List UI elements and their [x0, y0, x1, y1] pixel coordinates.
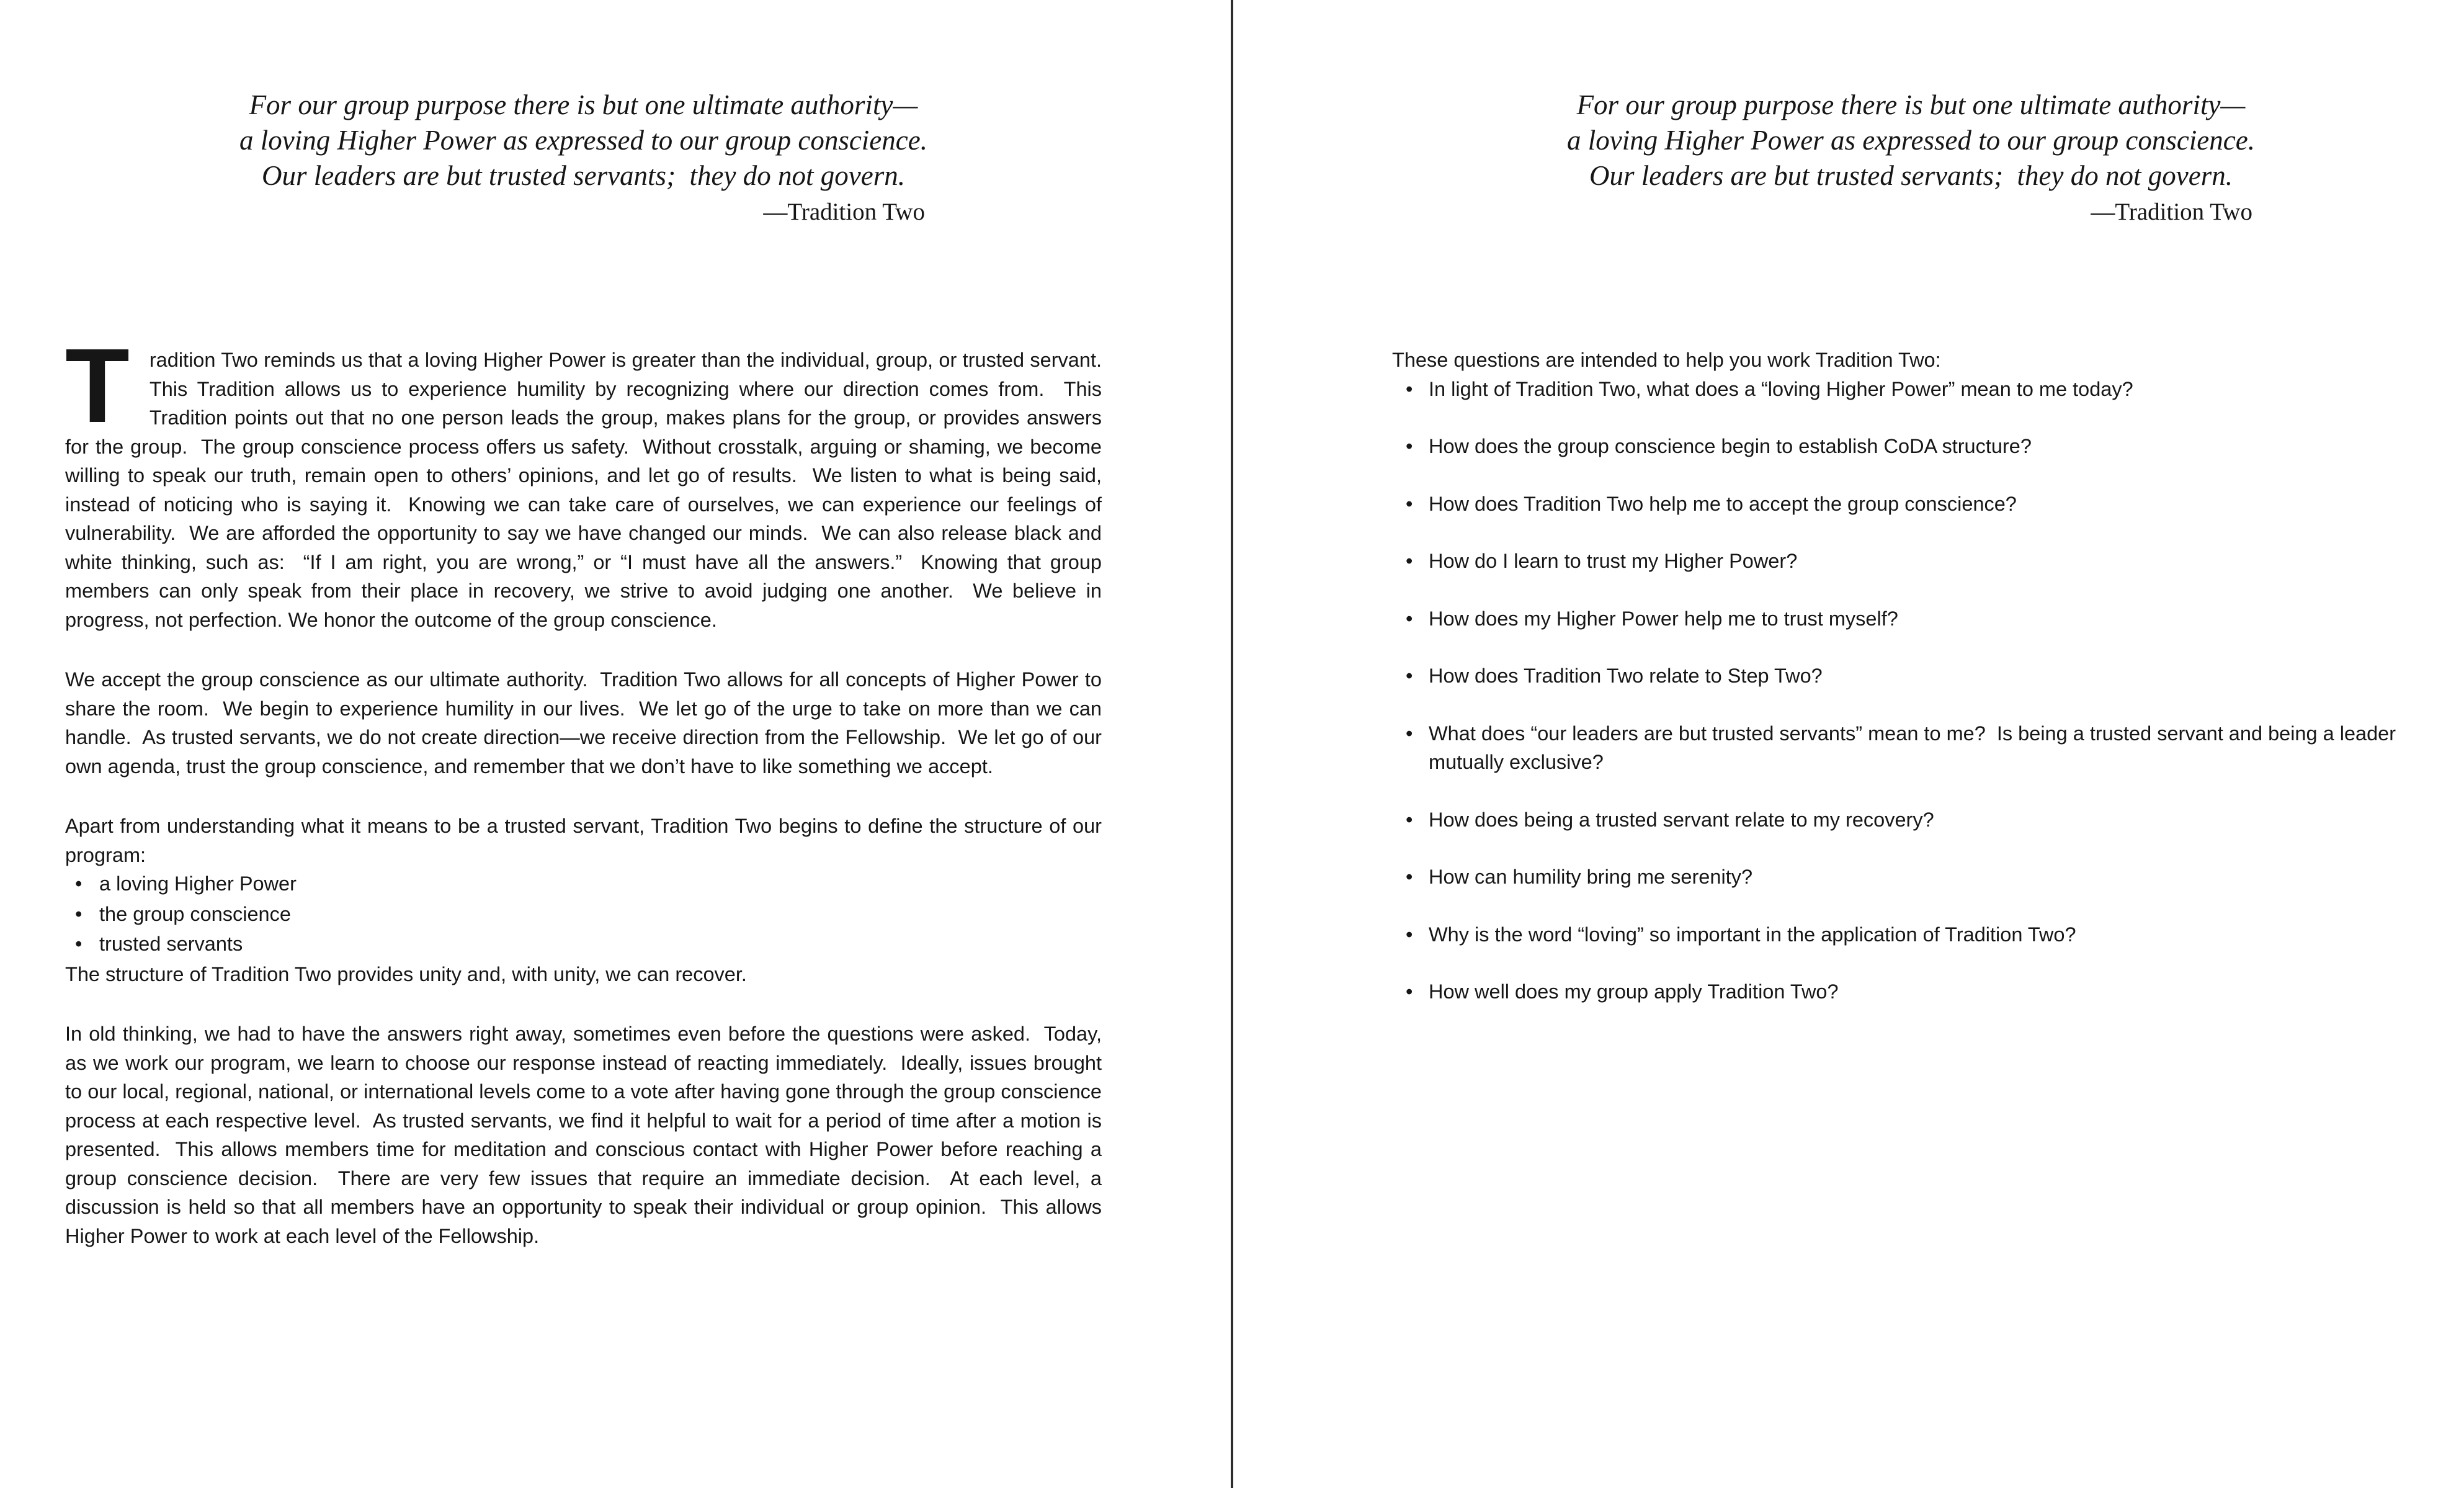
paragraph-opening-text: radition Two reminds us that a loving Higher Power is greater than the individual, group, or trusted servant. This Tradition allows us to experience humility by recognizing where our direction comes from. This Tradition points out that no one person leads the group, makes plans for the group, or provides answers for the group. The group conscience process offers us safety. Without crosstalk, arguing or shaming, we become willing to speak our truth, remain open to others’ opinions, and let go of results. We listen to what is being said, instead of noticing who is saying it. Knowing we can take care of ourselves, we can experience our feelings of vulnerability. We are afforded the opportunity to say we have changed our minds. We can also release black and white thinking, such as: “If I am right, you are wrong,” or “I must have all the answers.” Knowing that group members can only speak from their place in recovery, we strive to avoid judging one another. We believe in progress, not perfection. We honor the outcome of the group conscience. [65, 349, 1114, 631]
question-list-item: • How does my Higher Power help me to trust myself? [1392, 604, 2430, 634]
structure-list-item: • trusted servants [65, 930, 1102, 959]
epigraph-line: a loving Higher Power as expressed to our group conscience. [239, 125, 927, 156]
epigraph-left [65, 87, 1102, 228]
epigraph-line: Our leaders are but trusted servants; they do not govern. [262, 160, 905, 191]
epigraph-block [1567, 87, 2255, 228]
question-list-item: • How does the group conscience begin to establish CoDA structure? [1392, 432, 2430, 461]
epigraph-attribution: —Tradition Two [2091, 199, 2252, 225]
page-right [1233, 0, 2464, 1488]
left-body-text [65, 327, 1114, 1250]
paragraph-opening [65, 327, 1114, 634]
structure-list-item: • a loving Higher Power [65, 869, 1102, 899]
epigraph-line: For our group purpose there is but one ultimate authority— [249, 89, 918, 120]
question-list-item: • How can humility bring me serenity? [1392, 863, 2430, 892]
paragraph-3: Apart from understanding what it means to be a trusted servant, Tradition Two begins to define the structure of our program: [65, 815, 1108, 866]
question-list-item: • Why is the word “loving” so important in the application of Tradition Two? [1392, 920, 2430, 949]
dropcap-letter: T [65, 327, 130, 445]
questions-list [1392, 375, 2430, 1006]
right-body-text [1392, 346, 2430, 1006]
question-list-item: • How does Tradition Two relate to Step Two? [1392, 661, 2430, 691]
epigraph-quote-lines [1567, 87, 2255, 194]
page-left [0, 0, 1231, 1488]
structure-list-item: • the group conscience [65, 900, 1102, 929]
question-list-item: • In light of Tradition Two, what does a “loving Higher Power” mean to me today? [1392, 375, 2430, 404]
epigraph-line: For our group purpose there is but one ultimate authority— [1576, 89, 2246, 120]
questions-intro: These questions are intended to help you work Tradition Two: [1392, 349, 1941, 371]
epigraph-line: a loving Higher Power as expressed to our group conscience. [1567, 125, 2255, 156]
structure-list [65, 869, 1102, 959]
question-list-item: • How do I learn to trust my Higher Power? [1392, 547, 2430, 576]
paragraph-5: In old thinking, we had to have the answers right away, sometimes even before the questions were asked. Today, as we work our program, we learn to choose our response instead of reacting immediately. Ideally, issues brought to our local, regional, national, or international levels come to a vote after having gone through the group conscience process at each respective level. As trusted servants, we find it helpful to wait for a period of time after a motion is presented. This allows members time for meditation and conscious contact with Higher Power before reaching a group conscience decision. There are very few issues that require an immediate decision. At each level, a discussion is held so that all members have an opportunity to speak their individual or group opinion. This allows Higher Power to work at each level of the Fellowship. [65, 1023, 1108, 1247]
epigraph-quote-lines [239, 87, 927, 194]
question-list-item: • How does being a trusted servant relate to my recovery? [1392, 805, 2430, 835]
question-list-item: • How does Tradition Two help me to accept the group conscience? [1392, 490, 2430, 519]
epigraph-attribution: —Tradition Two [763, 199, 925, 225]
question-list-item: • What does “our leaders are but trusted servants” mean to me? Is being a trusted servant and being a leader mutually exclusive? [1392, 719, 2430, 777]
question-list-item: • How well does my group apply Tradition Two? [1392, 977, 2430, 1006]
paragraph-4: The structure of Tradition Two provides unity and, with unity, we can recover. [65, 962, 747, 985]
paragraph-2: We accept the group conscience as our ultimate authority. Tradition Two allows for all concepts of Higher Power to share the room. We begin to experience humility in our lives. We let go of the urge to take on more than we can handle. As trusted servants, we do not create direction—we receive direction from the Fellowship. We let go of our own agenda, trust the group conscience, and remember that we don’t have to like something we accept. [65, 668, 1108, 778]
epigraph-line: Our leaders are but trusted servants; they do not govern. [1589, 160, 2233, 191]
epigraph-block [239, 87, 927, 228]
epigraph-right [1392, 87, 2430, 228]
